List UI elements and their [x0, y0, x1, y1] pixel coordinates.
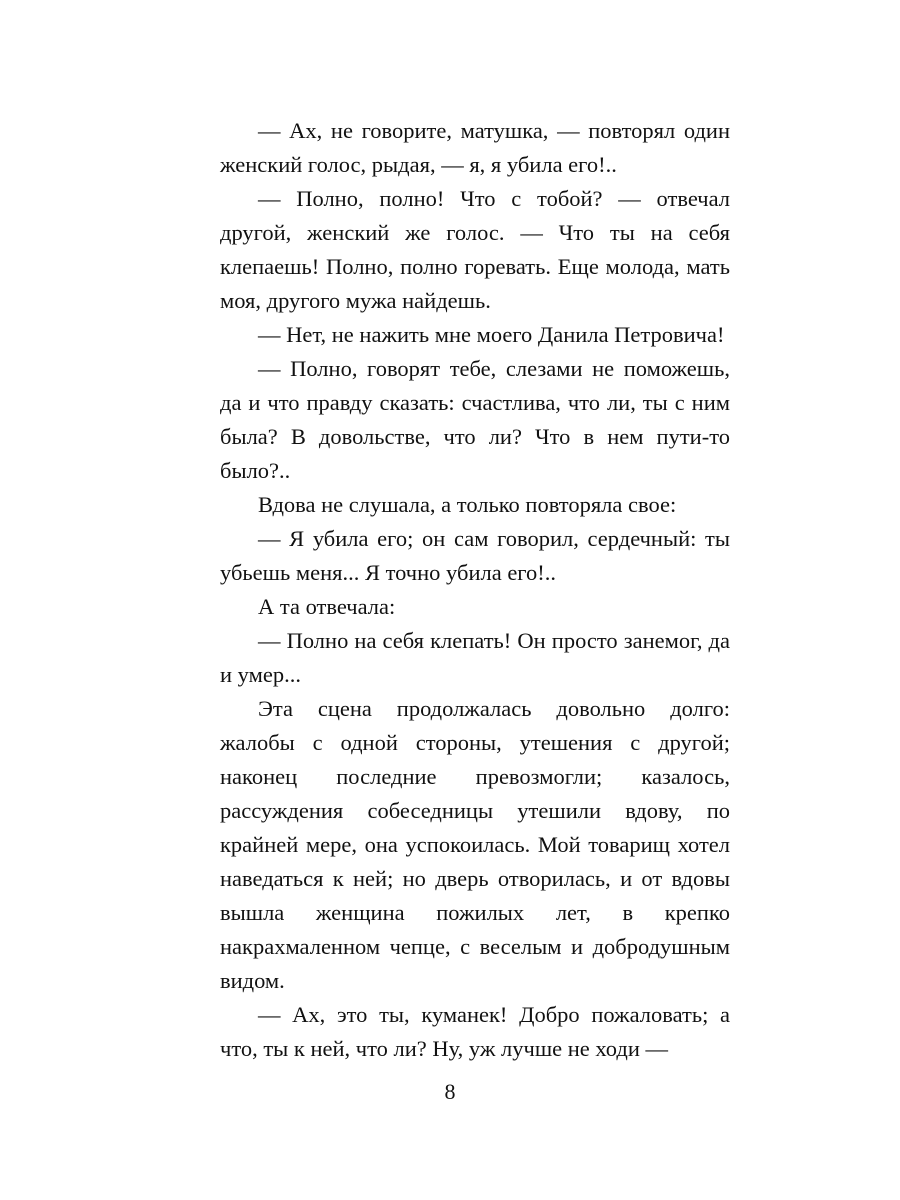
- paragraph-4: — Полно, говорят тебе, слезами не поможешь, да и что правду сказать: счастлива, что ли, ты с ним была? В довольстве, что ли? Что в нем пути-то было?..: [220, 356, 730, 483]
- paragraph-9: Эта сцена продолжалась довольно долго: жалобы с одной стороны, утешения с другой; наконец последние превозмогли; казалось, рассуждения собеседницы утешили вдову, по крайней мере, она успокоилась. Мой товарищ хотел наведаться к ней; но дверь отворилась, и от вдовы вышла женщина пожилых лет, в крепко накрахмаленном чепце, с веселым и добродушным видом.: [220, 696, 730, 993]
- paragraph-1: — Ах, не говорите, матушка, — повторял один женский голос, рыдая, — я, я убила его!..: [220, 118, 730, 177]
- paragraph-6: — Я убила его; он сам говорил, сердечный: ты убьешь меня... Я точно убила его!..: [220, 526, 730, 585]
- paragraph-8: — Полно на себя клепать! Он просто занемог, да и умер...: [220, 628, 730, 687]
- paragraph-3: — Нет, не нажить мне моего Данила Петровича!: [258, 322, 725, 347]
- paragraph-5: Вдова не слушала, а только повторяла свое:: [258, 492, 677, 517]
- paragraph-10: — Ах, это ты, куманек! Добро пожаловать; а что, ты к ней, что ли? Ну, уж лучше не ходи —: [220, 1002, 730, 1061]
- paragraph-2: — Полно, полно! Что с тобой? — отвечал другой, женский же голос. — Что ты на себя клепаешь! Полно, полно горевать. Еще молода, мать моя, другого мужа найдешь.: [220, 186, 730, 313]
- paragraph-7: А та отвечала:: [258, 594, 396, 619]
- body-text: [220, 114, 730, 1066]
- page-number: 8: [444, 1079, 456, 1104]
